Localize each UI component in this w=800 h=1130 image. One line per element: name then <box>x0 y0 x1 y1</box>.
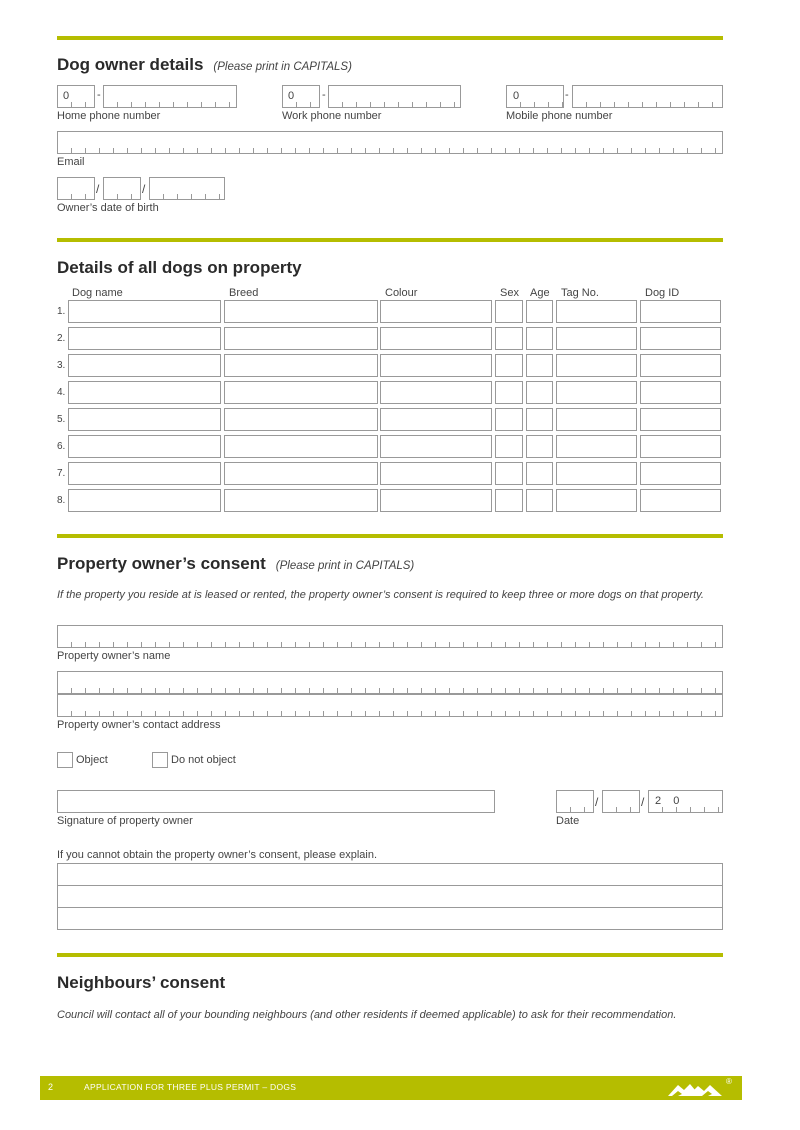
dog-name-cell[interactable] <box>68 381 221 404</box>
age-cell[interactable] <box>526 354 553 377</box>
sex-cell[interactable] <box>495 381 523 404</box>
dash: - <box>565 89 569 101</box>
colour-cell[interactable] <box>380 489 492 512</box>
consent-intro: If the property you reside at is leased or rented, the property owner’s consent is required to keep three or more dogs on that property. <box>57 589 704 601</box>
dog-id-cell[interactable] <box>640 408 721 431</box>
registered-mark: ® <box>726 1077 732 1086</box>
tag-no-cell[interactable] <box>556 381 637 404</box>
dash: - <box>97 89 101 101</box>
owner-address-line-2[interactable] <box>57 694 723 717</box>
owner-address-label: Property owner’s contact address <box>57 719 221 731</box>
object-checkbox[interactable] <box>57 752 73 768</box>
col-dog-name: Dog name <box>72 287 123 299</box>
breed-cell[interactable] <box>224 354 378 377</box>
dog-id-cell[interactable] <box>640 489 721 512</box>
colour-cell[interactable] <box>380 381 492 404</box>
breed-cell[interactable] <box>224 408 378 431</box>
breed-cell[interactable] <box>224 300 378 323</box>
dob-day-input[interactable] <box>57 177 95 200</box>
section-divider <box>57 36 723 40</box>
section-divider <box>57 953 723 957</box>
tag-no-cell[interactable] <box>556 462 637 485</box>
year-prefix: 2 0 <box>655 795 682 807</box>
row-number: 3. <box>57 360 66 371</box>
dogs-heading: Details of all dogs on property <box>57 258 302 277</box>
dog-id-cell[interactable] <box>640 327 721 350</box>
sex-cell[interactable] <box>495 489 523 512</box>
explain-line-2[interactable] <box>57 885 723 908</box>
page-footer <box>40 1076 742 1100</box>
owner-address-line-1[interactable] <box>57 671 723 694</box>
section-divider <box>57 534 723 538</box>
explain-label: If you cannot obtain the property owner’s consent, please explain. <box>57 849 378 861</box>
footer-title: APPLICATION FOR THREE PLUS PERMIT – DOGS <box>84 1082 297 1092</box>
neighbours-text: Council will contact all of your bounding neighbours (and other residents if deemed applicable) to ask for their recommendation. <box>57 1009 677 1021</box>
row-number: 8. <box>57 495 66 506</box>
dog-name-cell[interactable] <box>68 354 221 377</box>
dog-name-cell[interactable] <box>68 327 221 350</box>
sex-cell[interactable] <box>495 327 523 350</box>
col-age: Age <box>530 287 550 299</box>
colour-cell[interactable] <box>380 327 492 350</box>
dog-name-cell[interactable] <box>68 300 221 323</box>
home-phone-input[interactable] <box>103 85 237 108</box>
date-month-input[interactable] <box>602 790 640 813</box>
dob-month-input[interactable] <box>103 177 141 200</box>
row-number: 2. <box>57 333 66 344</box>
work-prefix: 0 <box>288 90 295 102</box>
dog-id-cell[interactable] <box>640 462 721 485</box>
work-phone-label: Work phone number <box>282 110 382 122</box>
tag-no-cell[interactable] <box>556 300 637 323</box>
work-phone-input[interactable] <box>328 85 461 108</box>
object-label: Object <box>76 754 108 766</box>
dog-id-cell[interactable] <box>640 435 721 458</box>
slash: / <box>142 182 146 196</box>
age-cell[interactable] <box>526 489 553 512</box>
col-colour: Colour <box>385 287 418 299</box>
do-not-object-checkbox[interactable] <box>152 752 168 768</box>
dog-id-cell[interactable] <box>640 300 721 323</box>
dog-id-cell[interactable] <box>640 354 721 377</box>
dog-name-cell[interactable] <box>68 462 221 485</box>
slash: / <box>641 795 645 809</box>
colour-cell[interactable] <box>380 462 492 485</box>
colour-cell[interactable] <box>380 435 492 458</box>
age-cell[interactable] <box>526 381 553 404</box>
tag-no-cell[interactable] <box>556 354 637 377</box>
row-number: 5. <box>57 414 66 425</box>
capitals-note: (Please print in CAPITALS) <box>275 560 415 572</box>
colour-cell[interactable] <box>380 354 492 377</box>
dash: - <box>322 89 326 101</box>
sex-cell[interactable] <box>495 300 523 323</box>
col-dog-id: Dog ID <box>645 287 680 299</box>
dog-name-cell[interactable] <box>68 489 221 512</box>
row-number: 6. <box>57 441 66 452</box>
dog-name-cell[interactable] <box>68 435 221 458</box>
email-label: Email <box>57 156 85 168</box>
breed-cell[interactable] <box>224 381 378 404</box>
dob-label: Owner’s date of birth <box>57 202 159 214</box>
section-divider <box>57 238 723 242</box>
slash: / <box>96 182 100 196</box>
neighbours-heading: Neighbours’ consent <box>57 973 226 992</box>
explain-line-1[interactable] <box>57 863 723 886</box>
slash: / <box>595 795 599 809</box>
sex-cell[interactable] <box>495 462 523 485</box>
tag-no-cell[interactable] <box>556 327 637 350</box>
email-input[interactable] <box>57 131 723 154</box>
tag-no-cell[interactable] <box>556 435 637 458</box>
age-cell[interactable] <box>526 408 553 431</box>
col-tag-no: Tag No. <box>561 287 599 299</box>
mobile-prefix: 0 <box>513 90 520 102</box>
age-cell[interactable] <box>526 300 553 323</box>
age-cell[interactable] <box>526 462 553 485</box>
date-day-input[interactable] <box>556 790 594 813</box>
sex-cell[interactable] <box>495 435 523 458</box>
mobile-phone-label: Mobile phone number <box>506 110 613 122</box>
tag-no-cell[interactable] <box>556 489 637 512</box>
row-number: 1. <box>57 306 66 317</box>
breed-cell[interactable] <box>224 327 378 350</box>
age-cell[interactable] <box>526 327 553 350</box>
consent-heading: Property owner’s consent (Please print in CAPITALS) <box>57 554 415 573</box>
breed-cell[interactable] <box>224 462 378 485</box>
date-label: Date <box>556 815 580 827</box>
age-cell[interactable] <box>526 435 553 458</box>
mobile-phone-input[interactable] <box>572 85 723 108</box>
explain-line-3[interactable] <box>57 907 723 930</box>
sex-cell[interactable] <box>495 408 523 431</box>
row-number: 7. <box>57 468 66 479</box>
breed-cell[interactable] <box>224 435 378 458</box>
do-not-object-label: Do not object <box>171 754 236 766</box>
dog-id-cell[interactable] <box>640 381 721 404</box>
capitals-note: (Please print in CAPITALS) <box>213 61 352 73</box>
row-number: 4. <box>57 387 66 398</box>
dog-owner-heading: Dog owner details (Please print in CAPITALS) <box>57 55 352 74</box>
tag-no-cell[interactable] <box>556 408 637 431</box>
council-logo-icon <box>666 1078 732 1098</box>
owner-signature-field[interactable] <box>57 790 495 813</box>
page-number: 2 <box>48 1082 54 1092</box>
home-phone-label: Home phone number <box>57 110 161 122</box>
dob-year-input[interactable] <box>149 177 225 200</box>
dog-name-cell[interactable] <box>68 408 221 431</box>
home-prefix: 0 <box>63 90 70 102</box>
col-breed: Breed <box>229 287 259 299</box>
owner-name-label: Property owner’s name <box>57 650 171 662</box>
colour-cell[interactable] <box>380 300 492 323</box>
colour-cell[interactable] <box>380 408 492 431</box>
breed-cell[interactable] <box>224 489 378 512</box>
sex-cell[interactable] <box>495 354 523 377</box>
owner-name-input[interactable] <box>57 625 723 648</box>
col-sex: Sex <box>500 287 519 299</box>
signature-label: Signature of property owner <box>57 815 193 827</box>
